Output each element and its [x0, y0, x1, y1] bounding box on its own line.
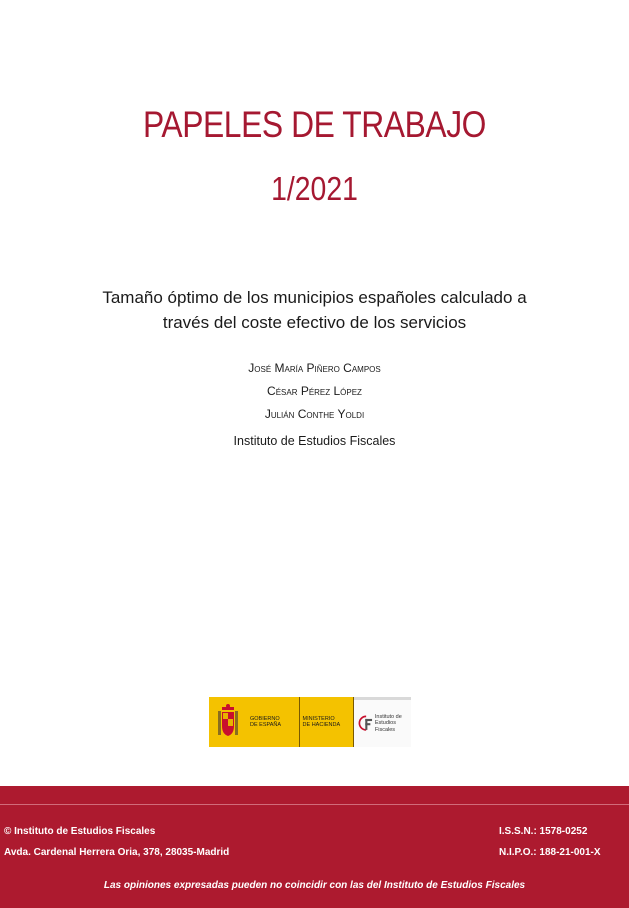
- footer: [0, 786, 629, 908]
- institution-name: Instituto de Estudios Fiscales: [233, 434, 396, 448]
- author-name: José María Piñero Campos: [248, 361, 381, 375]
- paper-title: [60, 285, 569, 335]
- coat-of-arms-icon: [209, 697, 247, 747]
- ministerio-logo: [300, 697, 355, 747]
- author-name: César Pérez López: [267, 384, 362, 398]
- author-list: [0, 357, 629, 426]
- paper-title-line-2: través del coste efectivo de los servicios: [162, 313, 467, 332]
- ief-logo: [354, 697, 411, 747]
- series-number: 1/2021: [271, 170, 358, 207]
- author-name: Julián Conthe Yoldi: [264, 407, 365, 421]
- logo-strip: [209, 697, 411, 747]
- footer-divider: [0, 804, 629, 805]
- ministerio-text: MINISTERIO DE HACIENDA: [302, 715, 341, 728]
- gobierno-logo: [209, 697, 300, 747]
- issn-text: I.S.S.N.: 1578-0252: [499, 826, 588, 837]
- ief-text: Instituto de Estudios Fiscales: [374, 713, 402, 733]
- ief-logo-icon: [356, 709, 375, 739]
- series-title: PAPELES DE TRABAJO: [142, 104, 487, 145]
- gobierno-text: GOBIERNO DE ESPAÑA: [250, 715, 282, 728]
- disclaimer-text: Las opiniones expresadas pueden no coincidir con las del Instituto de Estudios Fiscales: [103, 880, 526, 891]
- paper-title-line-1: Tamaño óptimo de los municipios españoles calculado a: [102, 288, 527, 307]
- copyright-text: © Instituto de Estudios Fiscales: [4, 826, 156, 837]
- address-text: Avda. Cardenal Herrera Oria, 378, 28035-Madrid: [4, 847, 230, 858]
- nipo-text: N.I.P.O.: 188-21-001-X: [499, 847, 601, 858]
